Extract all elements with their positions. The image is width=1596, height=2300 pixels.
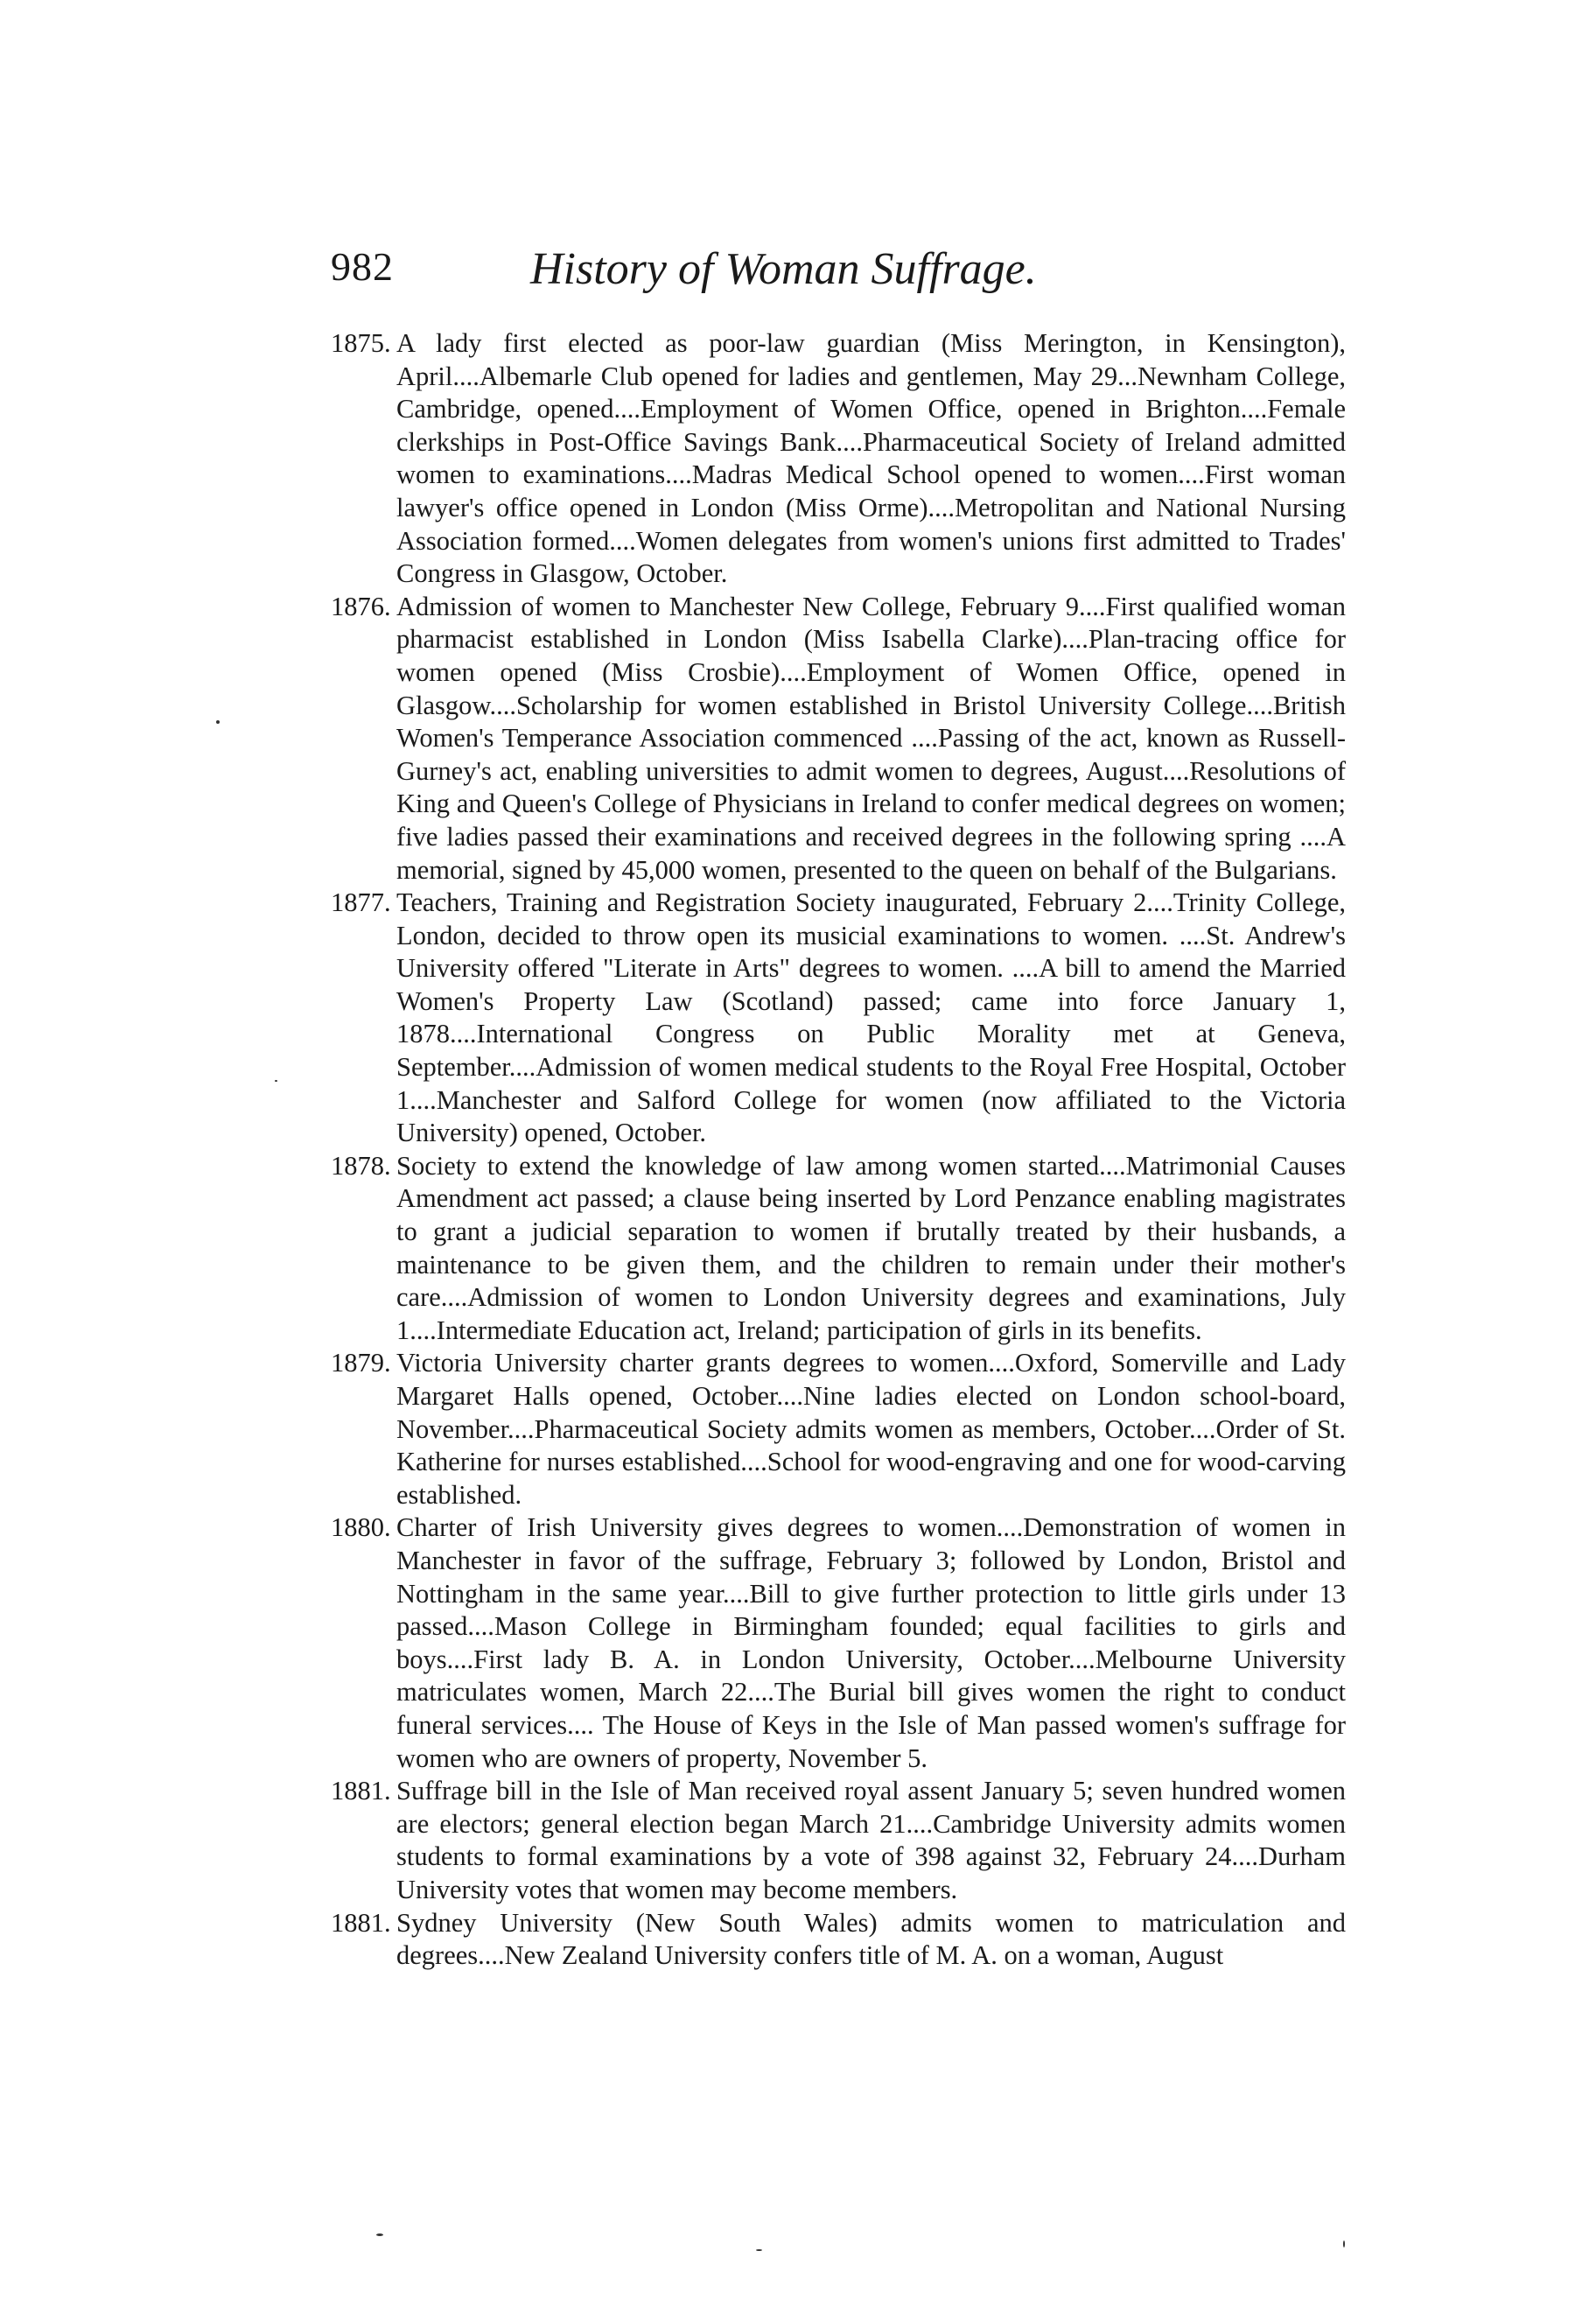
entry-year: 1881. bbox=[331, 1907, 391, 1938]
running-head bbox=[331, 243, 1337, 305]
entry-text: Admission of women to Manchester New College, February 9....First qualified woman pharmacist established in London (Miss Isabella Clarke)....Plan-tracing office for women opened (Miss Crosbie)....Employment of Women Office, opened in Glasgow....Scholarship for women established in Bristol University College....British Women's Temperance Association commenced ....Passing of the act, known as Russell-Gurney's act, enabling universities to admit women to degrees, August....Resolutions of King and Queen's College of Physicians in Ireland to confer medical degrees on women; five ladies passed their examinations and received degrees in the following spring ....A memorial, signed by 45,000 women, presented to the queen on behalf of the Bulgarians. bbox=[396, 591, 1346, 885]
print-speck bbox=[1343, 2240, 1345, 2247]
chronology-entry bbox=[331, 1347, 1346, 1511]
page-number: 982 bbox=[331, 244, 394, 289]
entry-text: Suffrage bill in the Isle of Man received royal assent January 5; seven hundred women are electors; general election began March 21....Cambridge University admits women students to formal examinations by a vote of 398 against 32, February 24....Durham University votes that women may become members. bbox=[396, 1776, 1346, 1904]
print-speck bbox=[376, 2233, 383, 2236]
entry-year: 1878. bbox=[331, 1150, 391, 1181]
entry-text: Teachers, Training and Registration Society inaugurated, February 2....Trinity College, London, decided to throw open its musicial examinations to women. ....St. Andrew's University offered "Literate in Arts" degrees to women. ....A bill to amend the Married Women's Property Law (Scotland) passed; came into force January 1, 1878....International Congress on Public Morality met at Geneva, September....Admission of women medical students to the Royal Free Hospital, October 1....Manchester and Salford College for women (now affiliated to the Victoria University) opened, October. bbox=[396, 887, 1346, 1148]
running-title: History of Woman Suffrage. bbox=[530, 244, 1037, 294]
chronology-entries bbox=[331, 327, 1346, 1973]
entry-year: 1877. bbox=[331, 887, 391, 918]
entry-text: Charter of Irish University gives degrees to women....Demonstration of women in Manchester in favor of the suffrage, February 3; followed by London, Bristol and Nottingham in the same year....Bill to give further protection to little girls under 13 passed....Mason College in Birmingham founded; equal facilities to girls and boys....First lady B. A. in London University, October....Melbourne University matriculates women, March 22....The Burial bill gives women the right to conduct funeral services.... The House of Keys in the Isle of Man passed women's suffrage for women who are owners of property, November 5. bbox=[396, 1512, 1346, 1773]
chronology-entry bbox=[331, 327, 1346, 591]
chronology-entry bbox=[331, 887, 1346, 1150]
entry-text: Victoria University charter grants degrees to women....Oxford, Somerville and Lady Margaret Halls opened, October....Nine ladies elected on London school-board, November....Pharmaceutical Society admits women as members, October....Order of St. Katherine for nurses established....School for wood-engraving and one for wood-carving established. bbox=[396, 1348, 1346, 1510]
entry-year: 1880. bbox=[331, 1512, 391, 1543]
chronology-entry bbox=[331, 1511, 1346, 1775]
print-speck bbox=[216, 720, 220, 724]
entry-text: A lady first elected as poor-law guardian (Miss Merington, in Kensington), April....Albemarle Club opened for ladies and gentlemen, May 29...Newnham College, Cambridge, opened....Employment of Women Office, opened in Brighton....Female clerkships in Post-Office Savings Bank....Pharmaceutical Society of Ireland admitted women to examinations....Madras Medical School opened to women....First woman lawyer's office opened in London (Miss Orme)....Metropolitan and National Nursing Association formed....Women delegates from women's unions first admitted to Trades' Congress in Glasgow, October. bbox=[396, 328, 1346, 589]
entry-year: 1879. bbox=[331, 1348, 391, 1378]
entry-year: 1881. bbox=[331, 1776, 391, 1806]
print-speck bbox=[756, 2249, 762, 2251]
chronology-entry bbox=[331, 1907, 1346, 1973]
entry-year: 1876. bbox=[331, 591, 391, 621]
chronology-entry bbox=[331, 1775, 1346, 1906]
entry-text: Society to extend the knowledge of law among women started....Matrimonial Causes Amendment act passed; a clause being inserted by Lord Penzance enabling magistrates to grant a judicial separation to women if brutally treated by their husbands, a maintenance to be given them, and the children to remain under their mother's care....Admission of women to London University degrees and examinations, July 1....Intermediate Education act, Ireland; participation of girls in its benefits. bbox=[396, 1150, 1346, 1345]
entry-text: Sydney University (New South Wales) admits women to matriculation and degrees....New Zealand University confers title of M. A. on a woman, August bbox=[396, 1907, 1346, 1971]
chronology-entry bbox=[331, 1150, 1346, 1348]
print-speck bbox=[275, 1080, 277, 1082]
entry-year: 1875. bbox=[331, 328, 391, 358]
chronology-entry bbox=[331, 591, 1346, 887]
